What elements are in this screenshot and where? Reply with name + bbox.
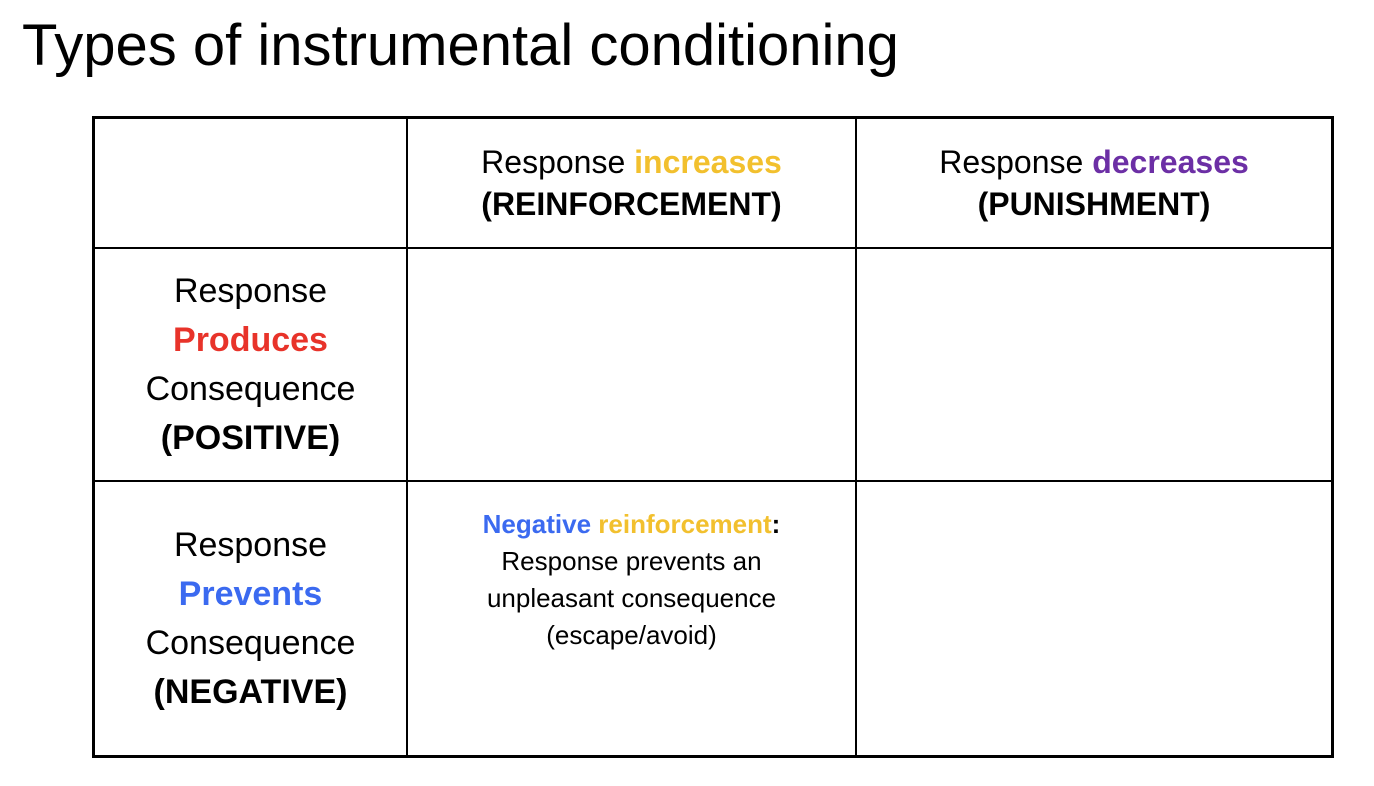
column-header-label: (REINFORCEMENT): [481, 186, 782, 222]
row-header-line: Consequence: [145, 369, 356, 408]
column-header-punishment: [857, 119, 1331, 249]
conditioning-table: [92, 116, 1334, 758]
column-header-keyword-decreases: decreases: [1092, 144, 1249, 180]
row-header-line: Response: [173, 525, 328, 564]
cell-positive-reinforcement: [408, 249, 857, 482]
cell-term-reinforcement: reinforcement: [598, 509, 772, 539]
slide-title: Types of instrumental conditioning: [22, 13, 899, 78]
row-header-positive: [95, 249, 408, 482]
row-header-line: Response: [173, 271, 328, 310]
cell-description-line: unpleasant consequence: [486, 583, 777, 613]
column-header-prefix: Response: [481, 144, 626, 180]
table-corner-cell: [95, 119, 408, 249]
row-header-line: Consequence: [145, 623, 356, 662]
cell-term-line: [483, 506, 781, 543]
row-header-label: (POSITIVE): [160, 418, 341, 457]
column-header-line: [939, 141, 1249, 183]
row-header-negative: [95, 482, 408, 755]
row-header-label: (NEGATIVE): [153, 672, 348, 711]
cell-description-line: (escape/avoid): [546, 620, 717, 650]
column-header-line: [481, 141, 782, 183]
column-header-prefix: Response: [939, 144, 1084, 180]
column-header-label: (PUNISHMENT): [977, 186, 1211, 222]
cell-term-negative: Negative: [482, 509, 592, 539]
cell-negative-reinforcement: [408, 482, 857, 755]
cell-positive-punishment: [857, 249, 1331, 482]
cell-negative-punishment: [857, 482, 1331, 755]
row-header-keyword-produces: Produces: [173, 320, 328, 359]
row-header-keyword-prevents: Prevents: [178, 574, 323, 613]
column-header-reinforcement: [408, 119, 857, 249]
column-header-keyword-increases: increases: [634, 144, 782, 180]
cell-description-line: Response prevents an: [501, 546, 762, 576]
cell-term-colon: :: [771, 509, 781, 539]
